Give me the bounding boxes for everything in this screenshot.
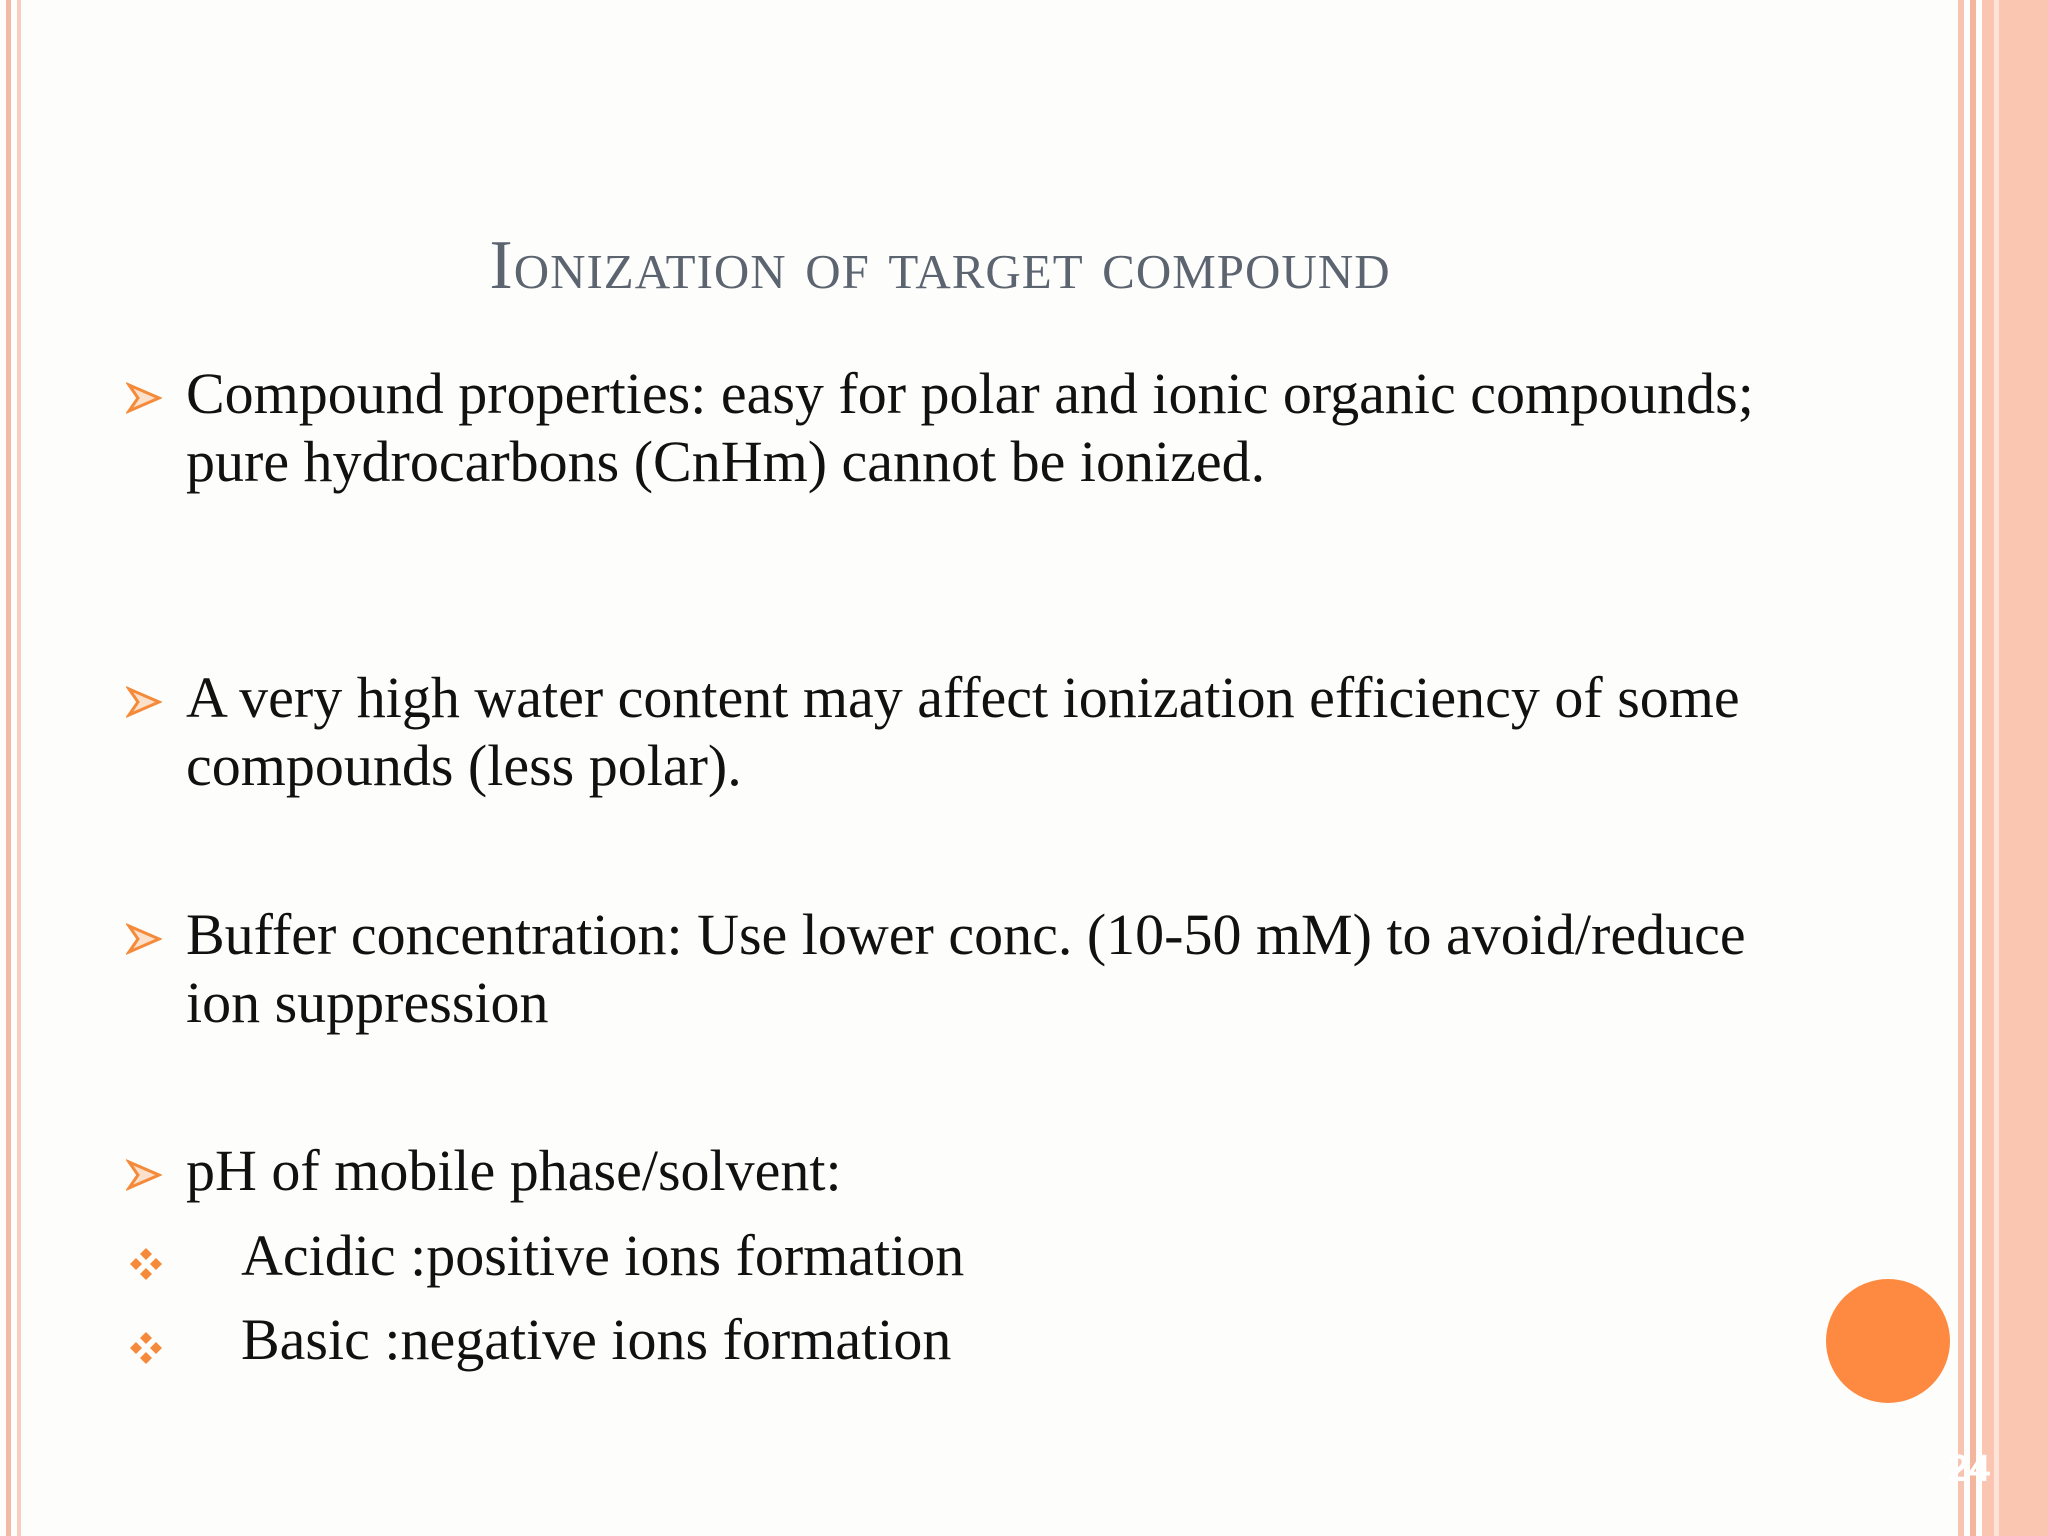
bullet-item xyxy=(120,901,1820,1037)
bullet-text: Buffer concentration: Use lower conc. (10-50 mM) to avoid/reduce ion suppression xyxy=(186,902,1746,1035)
bullet-item xyxy=(120,360,1820,496)
right-border-band xyxy=(1982,0,2048,1536)
sub-bullet-item xyxy=(120,1306,1820,1374)
right-border-line xyxy=(1970,0,1976,1536)
bullet-item xyxy=(120,664,1820,800)
arrowhead-icon xyxy=(126,380,162,416)
sub-bullet-text: Acidic :positive ions formation xyxy=(241,1223,965,1288)
bullet-item xyxy=(120,1137,1820,1205)
four-diamond-icon xyxy=(126,1328,166,1368)
decorative-circle xyxy=(1826,1279,1950,1403)
bullet-text: Compound properties: easy for polar and ionic organic compounds; pure hydrocarbons (CnHm) cannot be ionized. xyxy=(186,361,1754,494)
right-border-line xyxy=(1958,0,1964,1536)
four-diamond-icon xyxy=(126,1244,166,1284)
bullet-text: pH of mobile phase/solvent: xyxy=(186,1138,842,1203)
right-border-band-highlight xyxy=(1994,0,1999,1536)
arrowhead-icon xyxy=(126,684,162,720)
arrowhead-icon xyxy=(126,921,162,957)
sub-bullet-text: Basic :negative ions formation xyxy=(241,1307,952,1372)
sub-bullet-item xyxy=(120,1222,1820,1290)
page-number: 24 xyxy=(1947,1448,1990,1490)
bullet-text: A very high water content may affect ionization efficiency of some compounds (less polar). xyxy=(186,665,1740,798)
slide-title: Ionization of target compound xyxy=(489,227,1391,304)
arrowhead-icon xyxy=(126,1157,162,1193)
